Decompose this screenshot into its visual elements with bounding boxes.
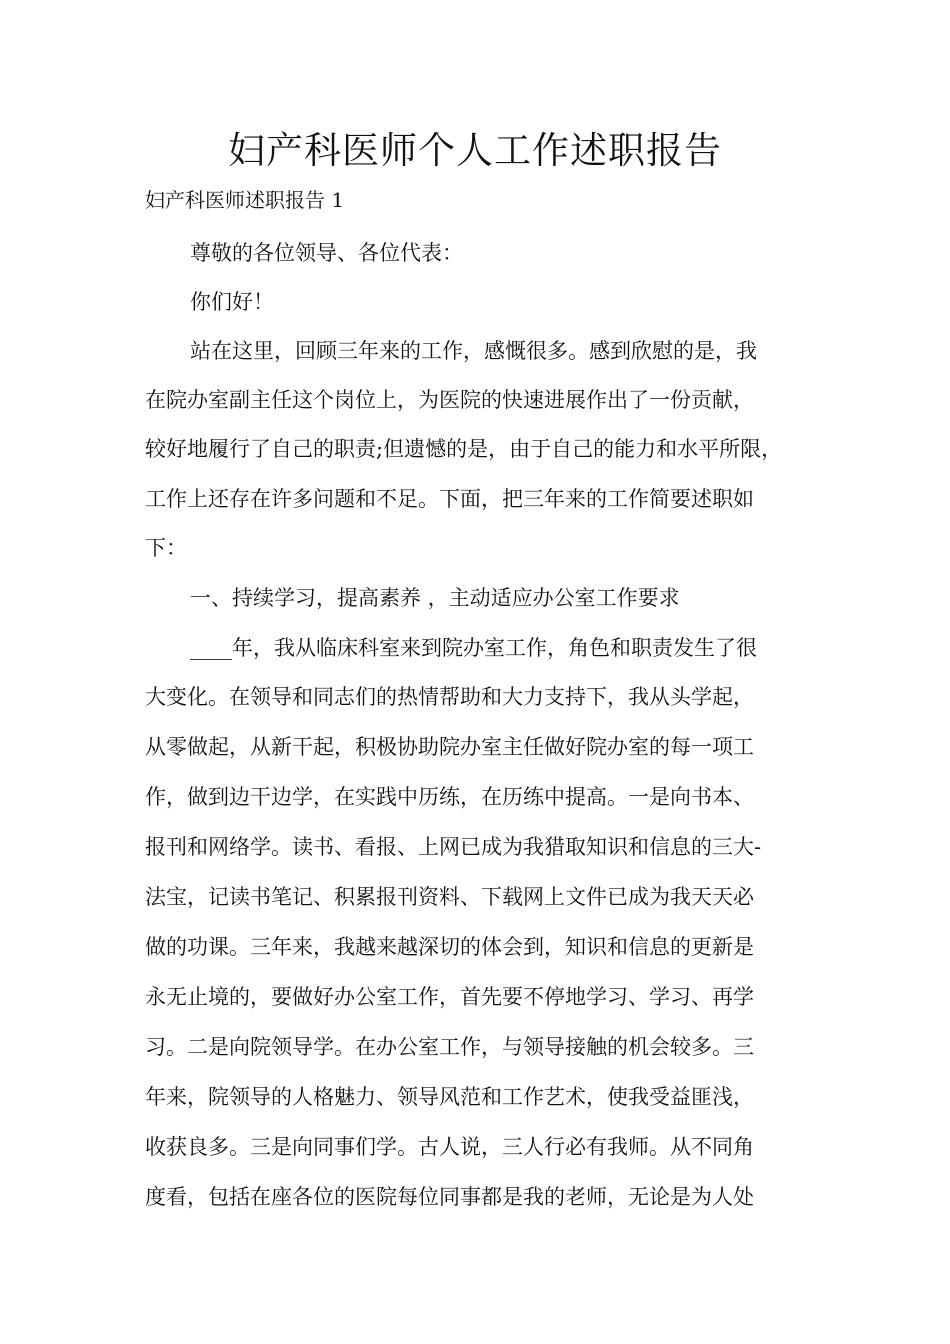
document-subtitle: 妇产科医师述职报告 1: [145, 188, 345, 212]
paragraph-line: 收获良多。三是向同事们学。古人说，三人行必有我师。从不同角: [145, 1135, 754, 1159]
paragraph-line: 较好地履行了自己的职责;但遗憾的是，由于自己的能力和水平所限，: [145, 437, 783, 461]
greeting-line: 你们好！: [190, 290, 274, 314]
paragraph-line: 度看，包括在座各位的医院每位同事都是我的老师，无论是为人处: [145, 1185, 754, 1209]
paragraph-line: ____年，我从临床科室来到院办室工作，角色和职责发生了很: [190, 636, 757, 660]
document-title: 妇产科医师个人工作述职报告: [228, 129, 722, 172]
paragraph-line: 在院办室副主任这个岗位上，为医院的快速进展作出了一份贡献，: [145, 388, 754, 412]
paragraph-line: 下：: [145, 536, 187, 560]
paragraph-line: 习。二是向院领导学。在办公室工作，与领导接触的机会较多。三: [145, 1035, 754, 1059]
paragraph-line: 报刊和网络学。读书、看报、上网已成为我猎取知识和信息的三大-: [145, 835, 762, 859]
paragraph-line: 做的功课。三年来，我越来越深切的体会到，知识和信息的更新是: [145, 935, 754, 959]
paragraph-line: 从零做起，从新干起，积极协助院办室主任做好院办室的每一项工: [145, 735, 754, 759]
paragraph-line: 法宝，记读书笔记、积累报刊资料、下载网上文件已成为我天天必: [145, 885, 754, 909]
paragraph-line: 大变化。在领导和同志们的热情帮助和大力支持下，我从头学起，: [145, 685, 754, 709]
paragraph-line: 站在这里，回顾三年来的工作，感慨很多。感到欣慰的是，我: [190, 339, 757, 363]
section-heading: 一、持续学习，提高素养 ，主动适应办公室工作要求: [190, 586, 680, 610]
paragraph-line: 永无止境的，要做好办公室工作，首先要不停地学习、学习、再学: [145, 985, 754, 1009]
paragraph-line: 年来，院领导的人格魅力、领导风范和工作艺术，使我受益匪浅，: [145, 1085, 754, 1109]
paragraph-line: 工作上还存在许多问题和不足。下面，把三年来的工作简要述职如: [145, 487, 754, 511]
salutation-line: 尊敬的各位领导、各位代表：: [190, 241, 463, 265]
paragraph-line: 作，做到边干边学，在实践中历练，在历练中提高。一是向书本、: [145, 785, 754, 809]
